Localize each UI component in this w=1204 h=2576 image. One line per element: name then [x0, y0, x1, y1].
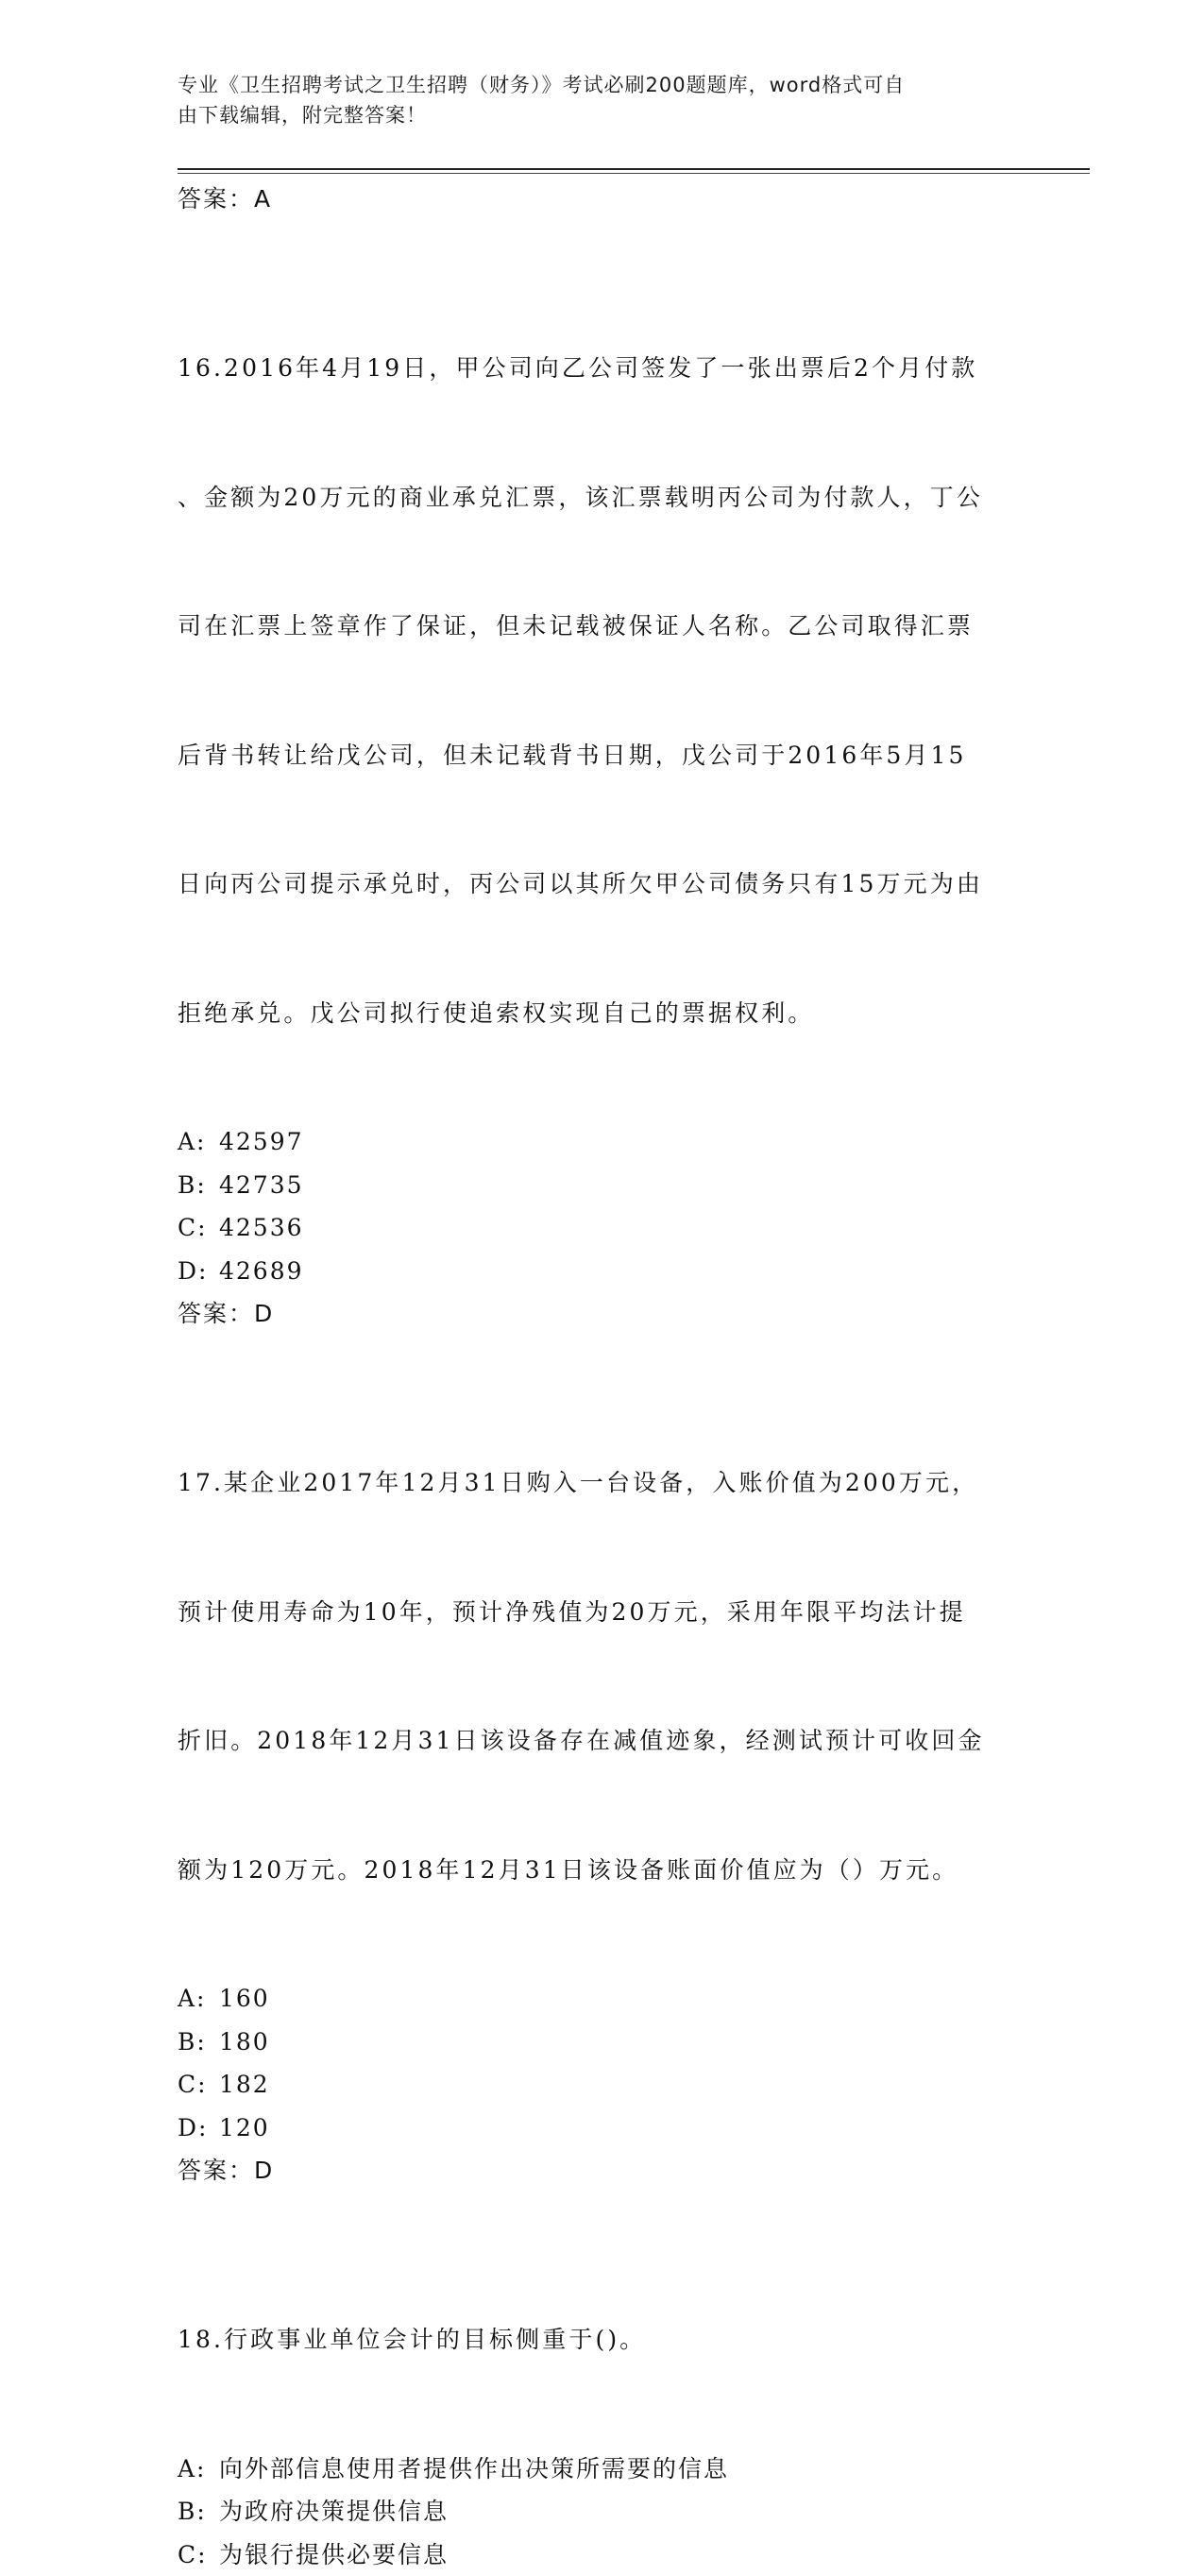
- option-text: 42689: [219, 1257, 304, 1285]
- header-line-2: 由下载编辑，附完整答案！: [178, 100, 1009, 130]
- header-line-1: 专业《卫生招聘考试之卫生招聘（财务）》考试必刷200题题库，word格式可自: [178, 70, 1009, 100]
- option-b: [178, 1164, 1027, 1207]
- option-c: [178, 2063, 1027, 2107]
- option-key: A:: [178, 1120, 219, 1164]
- question-text-line: 18.行政事业单位会计的目标侧重于()。: [178, 2318, 1027, 2362]
- question-text-line: 后背书转让给戊公司，但未记载背书日期，戊公司于2016年5月15: [178, 734, 1027, 777]
- option-a: [178, 2448, 1027, 2491]
- question-text-line: 、金额为20万元的商业承兑汇票，该汇票载明丙公司为付款人，丁公: [178, 476, 1027, 520]
- question-17-text: [178, 1375, 1027, 1977]
- header-divider-thick: [178, 168, 1090, 170]
- option-key: C:: [178, 2063, 219, 2107]
- option-text: 182: [219, 2071, 270, 2098]
- option-text: 为银行提供必要信息: [219, 2541, 449, 2568]
- option-b: [178, 2021, 1027, 2064]
- option-key: C:: [178, 2533, 219, 2576]
- option-text: 120: [219, 2114, 270, 2141]
- question-text-line: 17.某企业2017年12月31日购入一台设备，入账价值为200万元，: [178, 1461, 1027, 1505]
- option-text: 160: [219, 1985, 270, 2012]
- question-text-line: 16.2016年4月19日，甲公司向乙公司签发了一张出票后2个月付款: [178, 347, 1027, 390]
- spacer: [178, 221, 1027, 261]
- question-18-text: [178, 2232, 1027, 2448]
- option-text: 42597: [219, 1128, 304, 1155]
- option-a: [178, 1977, 1027, 2021]
- option-c: [178, 1206, 1027, 1250]
- option-key: A:: [178, 2448, 219, 2491]
- question-text-line: 拒绝承兑。戊公司拟行使追索权实现自己的票据权利。: [178, 992, 1027, 1035]
- question-16-text: [178, 261, 1027, 1120]
- option-key: C:: [178, 1206, 219, 1250]
- question-17: [178, 1375, 1027, 2192]
- option-b: [178, 2490, 1027, 2533]
- option-text: 向外部信息使用者提供作出决策所需要的信息: [219, 2455, 729, 2482]
- question-text-line: 预计使用寿命为10年，预计净残值为20万元，采用年限平均法计提: [178, 1591, 1027, 1634]
- header-divider-thin: [178, 173, 1090, 174]
- question-text-line: 司在汇票上签章作了保证，但未记载被保证人名称。乙公司取得汇票: [178, 605, 1027, 648]
- option-key: D:: [178, 1250, 219, 1293]
- question-text-line: 日向丙公司提示承兑时，丙公司以其所欠甲公司债务只有15万元为由: [178, 862, 1027, 906]
- option-c: [178, 2533, 1027, 2576]
- question-16: [178, 261, 1027, 1336]
- option-a: [178, 1120, 1027, 1164]
- question-16-answer: 答案：D: [178, 1292, 1027, 1336]
- question-text-line: 额为120万元。2018年12月31日该设备账面价值应为（）万元。: [178, 1849, 1027, 1892]
- question-list: [178, 178, 1027, 2576]
- option-text: 42536: [219, 1214, 304, 1241]
- option-key: A:: [178, 1977, 219, 2021]
- question-18: [178, 2232, 1027, 2576]
- spacer: [178, 1336, 1027, 1375]
- option-text: 180: [219, 2028, 270, 2056]
- option-key: B:: [178, 2490, 219, 2533]
- previous-answer: 答案：A: [178, 178, 1027, 221]
- question-17-answer: 答案：D: [178, 2149, 1027, 2192]
- option-d: [178, 2107, 1027, 2150]
- question-text-line: 折旧。2018年12月31日该设备存在减值迹象，经测试预计可收回金: [178, 1719, 1027, 1763]
- option-key: B:: [178, 1164, 219, 1207]
- option-key: D:: [178, 2107, 219, 2150]
- option-d: [178, 1250, 1027, 1293]
- document-header: [178, 70, 1009, 130]
- option-key: B:: [178, 2021, 219, 2064]
- option-text: 为政府决策提供信息: [219, 2498, 449, 2525]
- option-text: 42735: [219, 1171, 304, 1199]
- spacer: [178, 2192, 1027, 2232]
